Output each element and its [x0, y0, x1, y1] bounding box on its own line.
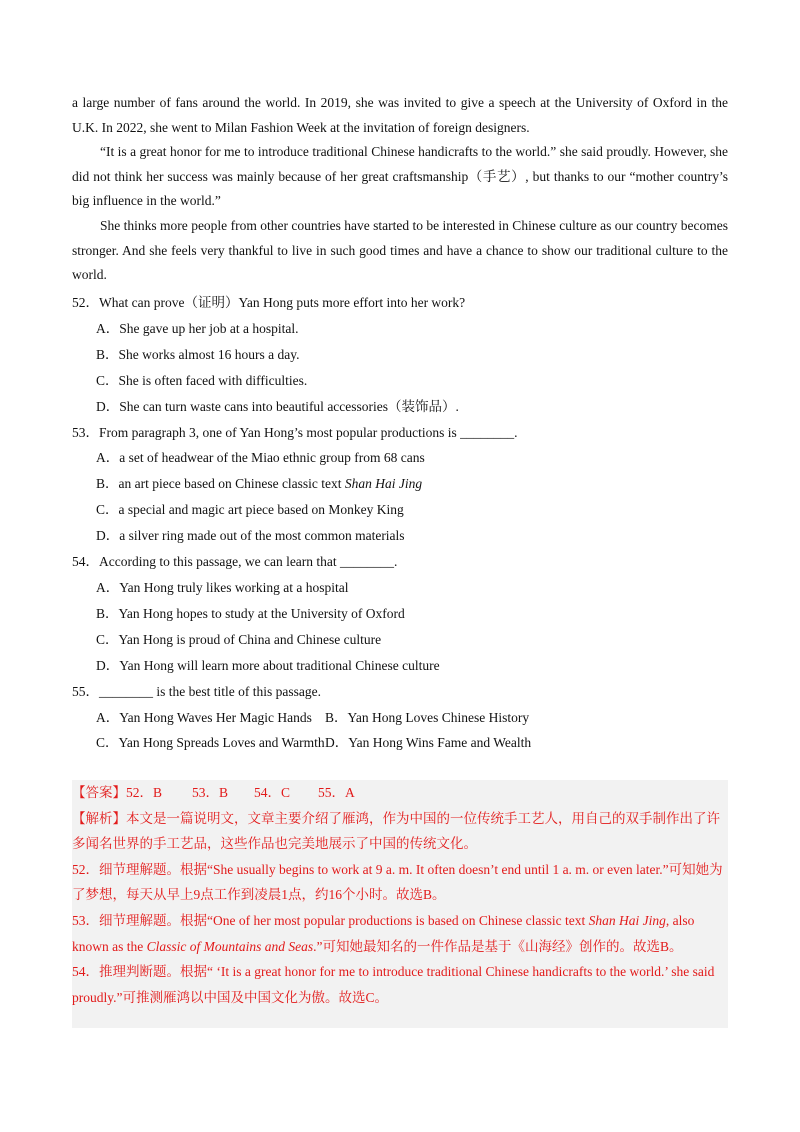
question-55-option-d: D．Yan Hong Wins Fame and Wealth: [325, 735, 532, 751]
passage-paragraph: She thinks more people from other countries have started to be interested in Chinese culture as our country becomes stronger. And she feels very thankful to live in such good times and have a chance to show our traditional culture to the world.: [72, 217, 728, 283]
question-52-option-d: D．She can turn waste cans into beautiful accessories（装饰品）.: [96, 398, 459, 414]
answer-item: 53．B: [192, 785, 229, 800]
question-55-option-b: B．Yan Hong Loves Chinese History: [325, 709, 530, 725]
answer-item: 54．C: [254, 785, 291, 800]
answer-section: [72, 780, 728, 1028]
passage: [72, 91, 728, 288]
option-b-italic-title: Shan Hai Jing: [344, 476, 423, 492]
question-55-option-c: C．Yan Hong Spreads Loves and Warmth: [96, 735, 325, 751]
explanation-text: .”可知她最知名的一件作品是基于《山海经》创作的。故选B。: [313, 938, 683, 954]
explanation-53: [72, 908, 728, 959]
questions: [72, 290, 728, 756]
question-52-stem: 52．What can prove（证明）Yan Hong puts more effort into her work?: [72, 295, 466, 310]
question-53-stem: 53．From paragraph 3, one of Yan Hong’s most popular productions is ________.: [72, 424, 518, 440]
answer-label: 【答案】: [72, 785, 126, 800]
question-54-stem: 54．According to this passage, we can learn that ________.: [72, 554, 398, 570]
question-52-option-a: A．She gave up her job at a hospital.: [96, 320, 299, 336]
question-52-option-b: B．She works almost 16 hours a day.: [96, 346, 300, 362]
explanation-italic-title: Classic of Mountains and Seas: [146, 938, 314, 954]
question-53-option-a: A．a set of headwear of the Miao ethnic group from 68 cans: [96, 450, 425, 466]
analysis-summary: [72, 806, 728, 857]
question-53-option-d: D．a silver ring made out of the most common materials: [96, 528, 405, 544]
explanation-text: , also known as the: [72, 912, 695, 954]
question-55-stem: 55．________ is the best title of this passage.: [72, 683, 321, 699]
question-54-option-d: D．Yan Hong will learn more about traditional Chinese culture: [96, 657, 440, 673]
question-54-option-a: A．Yan Hong truly likes working at a hospital: [96, 579, 349, 595]
explanation-54: 54．推理判断题。根据“ ‘It is a great honor for me to introduce traditional Chinese handicrafts to the world.’ she said proudly.”可推测雁鸿以中国及中国文化为傲。故选C。: [72, 964, 715, 1005]
explanation-italic-title: Shan Hai Jing: [588, 912, 666, 928]
option-b-text: B．an art piece based on Chinese classic text: [96, 476, 345, 492]
analysis-text: 本文是一篇说明文，文章主要介绍了雁鸿，作为中国的一位传统手工艺人，用自己的双手制作出了许多闻名世界的手工艺品，这些作品也完美地展示了中国的传统文化。: [72, 810, 720, 852]
explanation-52: 52．细节理解题。根据“She usually begins to work at 9 a. m. It often doesn’t end until 1 a. m. or even later.”可知她为了梦想，每天从早上9点工作到凌晨1点，约16个小时。故选B。: [72, 861, 723, 903]
analysis-label: 【解析】: [72, 810, 126, 826]
question-53-option-b: [72, 471, 728, 497]
question-54-option-b: B．Yan Hong hopes to study at the University of Oxford: [96, 605, 405, 621]
passage-paragraph: “It is a great honor for me to introduce traditional Chinese handicrafts to the world.” she said proudly. However, she did not think her success was mainly because of her great craftsmanship（手艺）, but thanks to our “mother country’s big influence in the world.”: [72, 144, 728, 209]
answer-item: 52．B: [126, 785, 163, 800]
question-55-options-row: [72, 705, 728, 731]
answer-item: 55．A: [318, 785, 355, 800]
passage-paragraph: a large number of fans around the world. In 2019, she was invited to give a speech at the University of Oxford in the U.K. In 2022, she went to Milan Fashion Week at the invitation of foreign designers.: [72, 95, 728, 135]
question-54-option-c: C．Yan Hong is proud of China and Chinese culture: [96, 631, 382, 647]
question-55-options-row: [72, 730, 728, 756]
question-52-option-c: C．She is often faced with difficulties.: [96, 372, 308, 388]
answer-key: [72, 780, 728, 806]
explanation-text: 53．细节理解题。根据“One of her most popular productions is based on Chinese classic text: [72, 912, 589, 928]
question-53-option-c: C．a special and magic art piece based on Monkey King: [96, 502, 404, 518]
question-55-option-a: A．Yan Hong Waves Her Magic Hands: [96, 709, 312, 725]
